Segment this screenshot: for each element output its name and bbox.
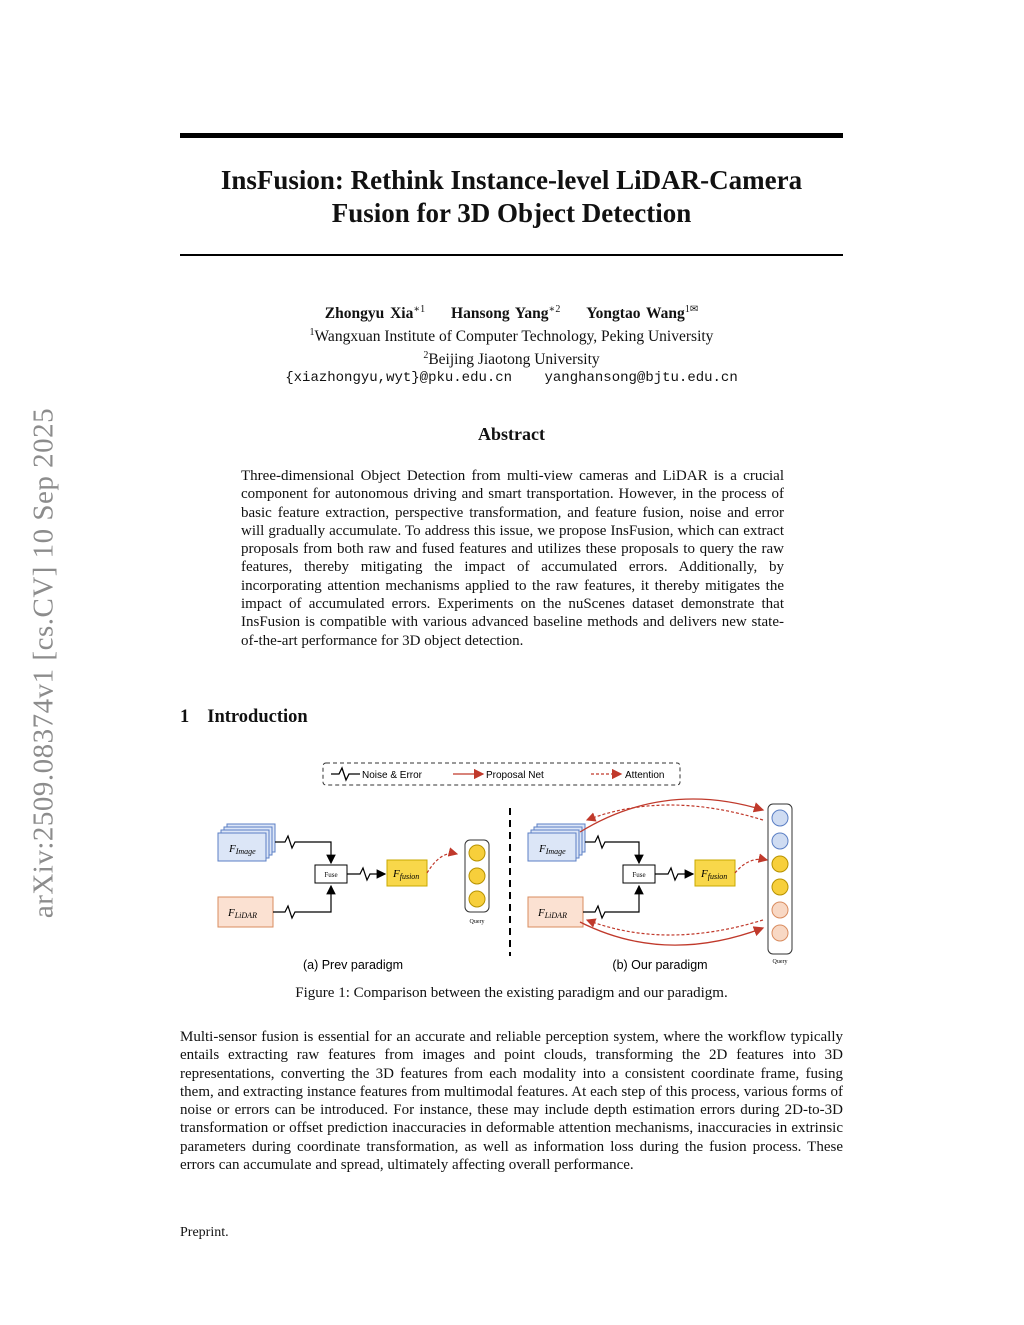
svg-text:FImage: FImage	[229, 843, 256, 856]
svg-text:Query: Query	[772, 959, 788, 965]
affiliation: $^1$Wangxuan Institute of Computer Technology, Peking University	[309, 327, 714, 346]
svg-text:Ffusion: Ffusion	[701, 868, 728, 881]
svg-text:Ffusion: Ffusion	[393, 868, 420, 881]
arxiv-stamp: arXiv:2509.08374v1 [cs.CV] 10 Sep 2025	[27, 407, 60, 919]
affiliation: $^2$Beijing Jiaotong University	[423, 350, 600, 369]
panel-b	[528, 799, 792, 965]
abstract-text: Three-dimensional Object Detection from multi-view cameras and LiDAR is a crucial component for autonomous driving and smart transportation. However, in the process of basic feature extraction, perspective transformation, and feature fusion, noise and error will gradually accumulate. To address this issue, we propose InsFusion, which can extract proposals from both raw and fused features and utilizes these proposals to query the raw features, thereby mitigating the impact of accumulated errors. Additionally, by incorporating attention mechanisms applied to the raw features, it thereby mitigates the impact of accumulated errors. Experiments on the nuScenes dataset demonstrate that InsFusion is compatible with various advanced baseline methods and delivers new state-of-the-art performance for 3D object detection.	[241, 468, 784, 649]
paper-title: InsFusion: Rethink Instance-level LiDAR-Camera Fusion for 3D Object Detection	[220, 165, 803, 228]
panel-a-label: (a) Prev paradigm	[302, 958, 404, 972]
email: yanghansong@bjtu.edu.cn	[544, 370, 738, 387]
author: Zhongyu Xia$^{∗1}$	[324, 304, 426, 323]
svg-text:Fuse: Fuse	[324, 871, 338, 879]
legend-attention: Attention	[625, 770, 665, 781]
svg-text:Query: Query	[469, 919, 485, 925]
noise-icon	[331, 768, 360, 780]
author-names	[180, 300, 843, 323]
svg-text:FImage: FImage	[539, 843, 566, 856]
figure-diagram	[215, 760, 815, 975]
panel-a	[218, 824, 489, 927]
svg-text:Fuse: Fuse	[632, 871, 646, 879]
body-paragraph: Multi-sensor fusion is essential for an accurate and reliable perception system, where the workflow typically entails extracting raw features from images and point clouds, transforming the 2D features into 3D representations, converting the 3D features from each modality into a consistent coordinate frame, fusing them, and extracting instance features from multimodal features. At each step of this process, various forms of noise or errors can be introduced. For instance, these may include depth estimation errors during 2D-to-3D transformation or offset prediction inaccuracies in deformable attention mechanisms, inaccuracies in extrinsic parameters during coordinate transformation, as well as information loss during the fusion process. These errors can accumulate and spread, ultimately affecting overall performance.	[180, 1029, 843, 1174]
svg-text:FLiDAR: FLiDAR	[228, 907, 257, 920]
svg-text:FLiDAR: FLiDAR	[538, 907, 567, 920]
legend-proposal: Proposal Net	[486, 770, 544, 781]
title-rule-top	[180, 133, 843, 138]
legend-noise: Noise & Error	[362, 770, 423, 781]
footer-note: Preprint.	[180, 1225, 229, 1240]
author-block	[180, 300, 843, 388]
email: {xiazhongyu,wyt}@pku.edu.cn	[285, 370, 513, 387]
section-heading: 1 Introduction	[180, 707, 308, 727]
author: Hansong Yang$^{∗2}$	[451, 304, 561, 323]
figure-1	[215, 760, 815, 975]
panel-b-label: (b) Our paradigm	[612, 958, 708, 972]
emails	[180, 369, 843, 388]
figure-caption: Figure 1: Comparison between the existing paradigm and our paradigm.	[295, 985, 728, 1001]
abstract-heading: Abstract	[478, 424, 545, 444]
author: Yongtao Wang$^{1✉}$	[586, 304, 699, 323]
title-rule-bottom	[180, 254, 843, 256]
